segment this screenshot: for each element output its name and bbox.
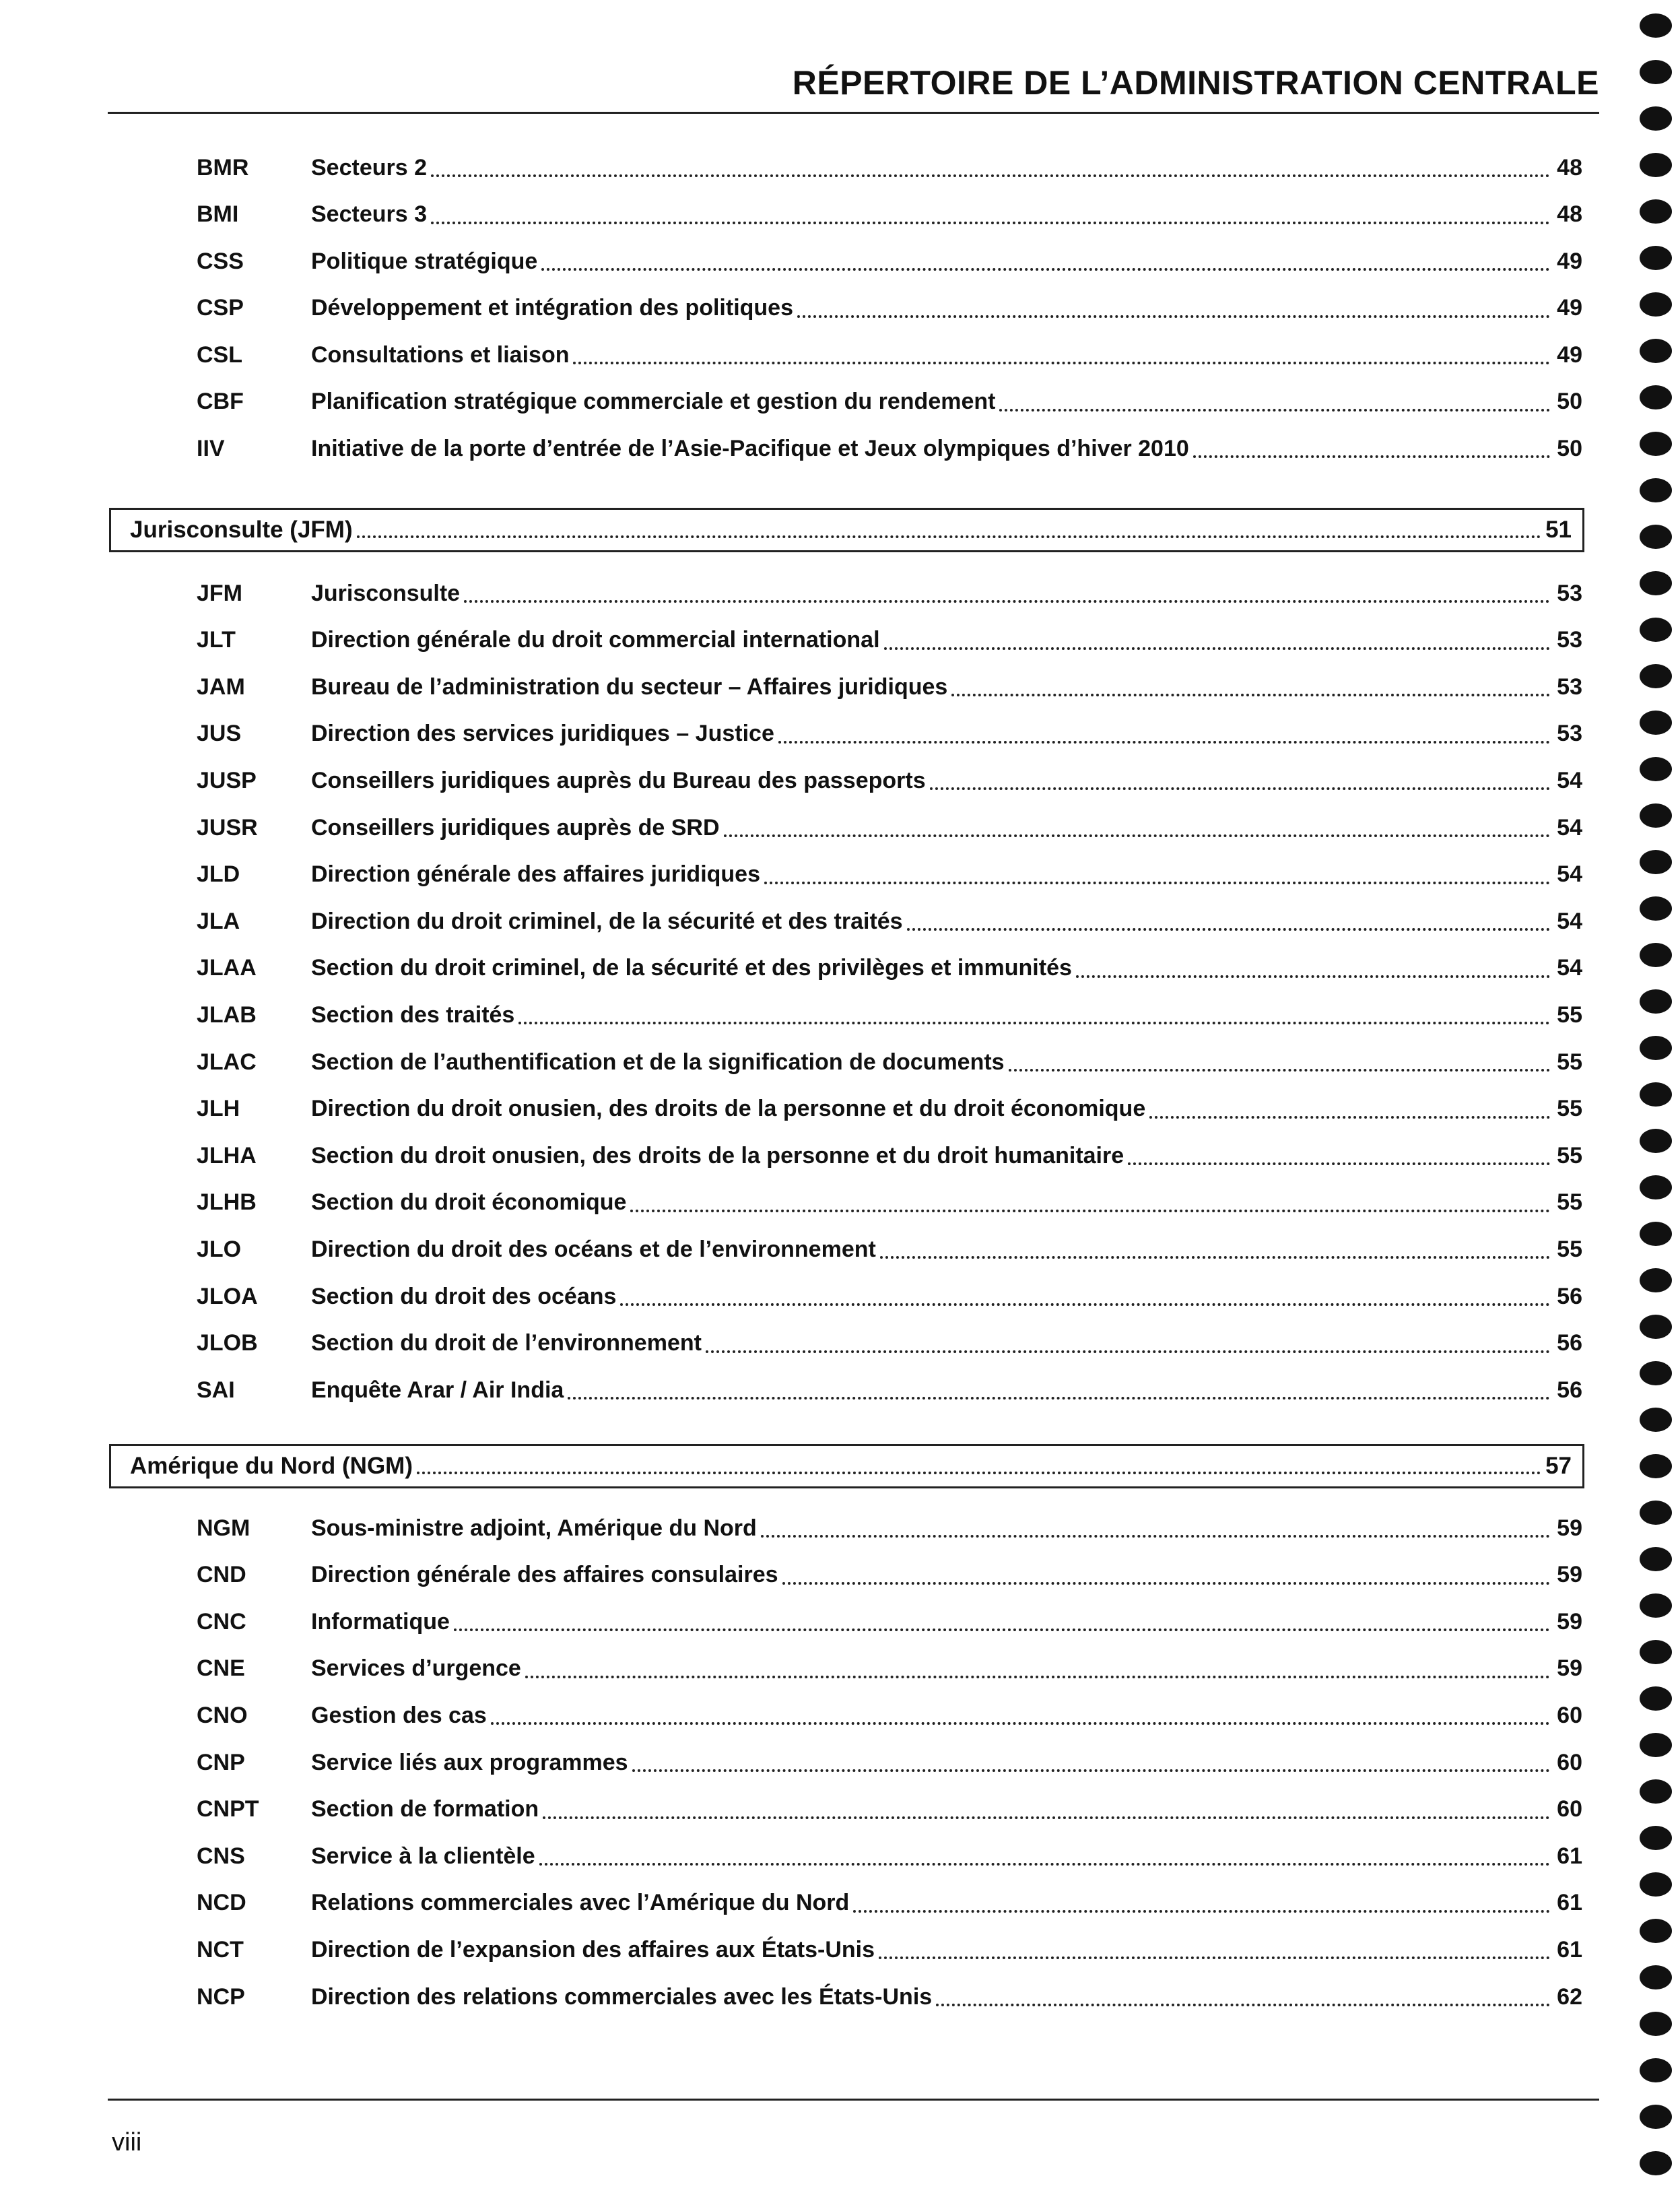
entry-code: SAI xyxy=(197,1377,235,1403)
dot-leader xyxy=(1193,455,1550,458)
binding-hole xyxy=(1640,711,1672,735)
entry-title: Enquête Arar / Air India xyxy=(311,1377,564,1403)
dot-leader xyxy=(630,1210,1550,1212)
entry-code: IIV xyxy=(197,435,225,461)
entry-page: 60 xyxy=(1557,1749,1582,1775)
entry-code: JUS xyxy=(197,721,242,747)
binding-hole xyxy=(1640,1268,1672,1292)
binding-hole xyxy=(1640,2012,1672,2036)
toc-entry[interactable] xyxy=(108,150,1582,186)
toc-entry[interactable] xyxy=(108,903,1582,940)
toc-entry[interactable] xyxy=(108,669,1582,705)
entry-title: Politique stratégique xyxy=(311,248,538,274)
binding-hole xyxy=(1640,1129,1672,1153)
page-number: viii xyxy=(112,2128,142,2157)
entry-title: Planification stratégique commerciale et gestion du rendement xyxy=(311,389,996,414)
binding-hole xyxy=(1640,13,1672,38)
dot-leader xyxy=(632,1769,1550,1772)
binding-hole xyxy=(1640,850,1672,874)
binding-hole xyxy=(1640,896,1672,921)
entry-title: Conseillers juridiques auprès de SRD xyxy=(311,814,720,841)
binding-hole xyxy=(1640,1315,1672,1339)
binding-hole xyxy=(1640,1686,1672,1711)
entry-title: Gestion des cas xyxy=(311,1702,487,1728)
section-title: Jurisconsulte (JFM) xyxy=(130,517,353,543)
entry-page: 49 xyxy=(1557,248,1582,274)
entry-code: JUSR xyxy=(197,814,258,841)
dot-leader xyxy=(568,1397,1550,1400)
dot-leader xyxy=(541,268,1550,271)
section-page: 51 xyxy=(1545,517,1572,543)
dot-leader xyxy=(431,222,1550,224)
toc-entry[interactable] xyxy=(108,1651,1582,1687)
toc-entry[interactable] xyxy=(108,290,1582,327)
entry-page: 54 xyxy=(1557,861,1582,888)
entry-page: 48 xyxy=(1557,201,1582,227)
toc-entry[interactable] xyxy=(108,1510,1582,1546)
entry-title: Direction générale des affaires consulaires xyxy=(311,1562,778,1588)
binding-hole xyxy=(1640,199,1672,224)
entry-title: Service à la clientèle xyxy=(311,1843,535,1869)
dot-leader xyxy=(1128,1162,1550,1165)
toc-entry[interactable] xyxy=(108,622,1582,659)
toc-entry[interactable] xyxy=(108,1278,1582,1315)
binding-hole xyxy=(1640,1408,1672,1432)
toc-entry[interactable] xyxy=(108,1557,1582,1593)
binding-hole xyxy=(1640,2058,1672,2082)
binding-hole xyxy=(1640,1779,1672,1804)
entry-page: 55 xyxy=(1557,1189,1582,1216)
binding-hole xyxy=(1640,1547,1672,1571)
dot-leader xyxy=(907,928,1550,931)
entry-title: Section du droit onusien, des droits de la personne et du droit humanitaire xyxy=(311,1142,1124,1169)
entry-page: 54 xyxy=(1557,955,1582,981)
entry-title: Secteurs 2 xyxy=(311,154,427,180)
dot-leader xyxy=(778,741,1550,744)
entry-title: Sous-ministre adjoint, Amérique du Nord xyxy=(311,1515,757,1541)
toc-entry[interactable] xyxy=(108,1044,1582,1080)
binding-hole xyxy=(1640,153,1672,177)
entry-page: 59 xyxy=(1557,1515,1582,1541)
toc-entry[interactable] xyxy=(108,1231,1582,1268)
entry-page: 54 xyxy=(1557,908,1582,934)
entry-page: 55 xyxy=(1557,1236,1582,1262)
entry-code: JLH xyxy=(197,1096,240,1122)
entry-page: 49 xyxy=(1557,341,1582,368)
binding-hole xyxy=(1640,1501,1672,1525)
binding-hole xyxy=(1640,2105,1672,2129)
binding-hole xyxy=(1640,943,1672,967)
section-heading-jurisconsulte[interactable] xyxy=(109,508,1584,552)
entry-code: CNS xyxy=(197,1843,245,1869)
entry-title: Direction du droit onusien, des droits de la personne et du droit économique xyxy=(311,1096,1146,1122)
entry-page: 49 xyxy=(1557,295,1582,321)
dot-leader xyxy=(853,1910,1550,1913)
toc-entry[interactable] xyxy=(108,762,1582,799)
entry-page: 60 xyxy=(1557,1702,1582,1728)
entry-title: Direction du droit criminel, de la sécurité et des traités xyxy=(311,908,903,934)
toc-entry[interactable] xyxy=(108,384,1582,420)
entry-page: 55 xyxy=(1557,1096,1582,1122)
binding-hole xyxy=(1640,246,1672,270)
binding-hole xyxy=(1640,60,1672,84)
binding-hole xyxy=(1640,1454,1672,1478)
entry-title: Direction des relations commerciales avec les États-Unis xyxy=(311,1983,933,2010)
entry-title: Section du droit de l’environnement xyxy=(311,1330,702,1356)
binding-hole xyxy=(1640,478,1672,502)
entry-page: 56 xyxy=(1557,1283,1582,1309)
toc-entry[interactable] xyxy=(108,1372,1582,1408)
page-title: RÉPERTOIRE DE L’ADMINISTRATION CENTRALE xyxy=(792,64,1599,102)
dot-leader xyxy=(761,1535,1550,1538)
toc-entry[interactable] xyxy=(108,1185,1582,1221)
toc-entry[interactable] xyxy=(108,1138,1582,1174)
entry-title: Bureau de l’administration du secteur – Affaires juridiques xyxy=(311,673,948,700)
entry-code: JLO xyxy=(197,1236,242,1262)
dot-leader xyxy=(884,647,1550,650)
entry-code: JUSP xyxy=(197,767,257,793)
entry-code: JLOA xyxy=(197,1283,258,1309)
entry-page: 54 xyxy=(1557,814,1582,841)
binding-hole xyxy=(1640,432,1672,456)
dot-leader xyxy=(951,694,1550,696)
toc-entry[interactable] xyxy=(108,1604,1582,1640)
entry-code: JFM xyxy=(197,580,242,606)
entry-title: Consultations et liaison xyxy=(311,341,570,368)
entry-title: Section des traités xyxy=(311,1001,515,1028)
toc-entry[interactable] xyxy=(108,337,1582,373)
entry-code: JLAC xyxy=(197,1049,257,1075)
dot-leader xyxy=(930,787,1550,790)
dot-leader xyxy=(999,409,1550,412)
entry-title: Section de formation xyxy=(311,1796,539,1822)
section-heading-amerique-du-nord[interactable] xyxy=(109,1444,1584,1488)
binding-hole xyxy=(1640,339,1672,363)
toc-entry[interactable] xyxy=(108,1744,1582,1781)
binding-hole xyxy=(1640,618,1672,642)
dot-leader xyxy=(620,1303,1550,1306)
section-page: 57 xyxy=(1545,1453,1572,1479)
entry-page: 55 xyxy=(1557,1001,1582,1028)
entry-code: CBF xyxy=(197,389,244,414)
dot-leader xyxy=(782,1582,1550,1585)
header-rule xyxy=(108,112,1599,114)
entry-page: 55 xyxy=(1557,1142,1582,1169)
dot-leader xyxy=(491,1722,1550,1725)
entry-code: JAM xyxy=(197,673,245,700)
entry-page: 56 xyxy=(1557,1377,1582,1403)
binding-hole xyxy=(1640,106,1672,131)
toc-entry[interactable] xyxy=(108,1838,1582,1874)
entry-code: CNP xyxy=(197,1749,245,1775)
toc-entry[interactable] xyxy=(108,997,1582,1033)
entry-page: 53 xyxy=(1557,580,1582,606)
entry-code: NCP xyxy=(197,1983,245,2010)
entry-page: 54 xyxy=(1557,767,1582,793)
binding-hole xyxy=(1640,1640,1672,1664)
entry-code: JLHB xyxy=(197,1189,257,1216)
entry-code: CNC xyxy=(197,1608,246,1635)
entry-title: Direction du droit des océans et de l’environnement xyxy=(311,1236,876,1262)
entry-title: Direction générale du droit commercial international xyxy=(311,627,880,653)
footer-rule xyxy=(108,2099,1599,2101)
dot-leader xyxy=(724,834,1550,837)
dot-leader xyxy=(454,1628,1550,1631)
binding-hole xyxy=(1640,757,1672,781)
toc-entry[interactable] xyxy=(108,197,1582,233)
dot-leader xyxy=(1076,975,1550,978)
entry-title: Initiative de la porte d’entrée de l’Asie-Pacifique et Jeux olympiques d’hiver 2010 xyxy=(311,435,1189,461)
dot-leader xyxy=(417,1472,1541,1474)
binding-hole xyxy=(1640,1175,1672,1199)
entry-code: JLAB xyxy=(197,1001,257,1028)
binding-hole xyxy=(1640,1826,1672,1850)
entry-title: Section de l’authentification et de la signification de documents xyxy=(311,1049,1005,1075)
dot-leader xyxy=(1149,1116,1550,1119)
dot-leader xyxy=(464,600,1550,603)
entry-code: NGM xyxy=(197,1515,250,1541)
binding-hole xyxy=(1640,1872,1672,1897)
binding-hole xyxy=(1640,1361,1672,1385)
toc-entry[interactable] xyxy=(108,857,1582,893)
toc-entry[interactable] xyxy=(108,810,1582,846)
binding-hole xyxy=(1640,2151,1672,2175)
entry-title: Conseillers juridiques auprès du Bureau des passeports xyxy=(311,767,926,793)
entry-title: Jurisconsulte xyxy=(311,580,461,606)
entry-title: Secteurs 3 xyxy=(311,201,427,227)
dot-leader xyxy=(797,315,1550,318)
entry-page: 48 xyxy=(1557,154,1582,180)
entry-code: JLT xyxy=(197,627,236,653)
entry-code: BMI xyxy=(197,201,239,227)
toc-entry[interactable] xyxy=(108,950,1582,987)
binding-hole xyxy=(1640,1919,1672,1943)
entry-title: Section du droit économique xyxy=(311,1189,627,1216)
entry-title: Développement et intégration des politiques xyxy=(311,295,793,321)
entry-page: 62 xyxy=(1557,1983,1582,2010)
entry-page: 61 xyxy=(1557,1843,1582,1869)
dot-leader xyxy=(525,1676,1550,1678)
entry-code: CND xyxy=(197,1562,246,1588)
binding-hole xyxy=(1640,1222,1672,1246)
dot-leader xyxy=(764,882,1550,884)
section-title: Amérique du Nord (NGM) xyxy=(130,1453,413,1479)
binding-hole xyxy=(1640,664,1672,688)
entry-page: 53 xyxy=(1557,721,1582,747)
binding-hole xyxy=(1640,1036,1672,1060)
entry-title: Direction de l’expansion des affaires aux États-Unis xyxy=(311,1936,875,1963)
entry-title: Section du droit criminel, de la sécurité et des privilèges et immunités xyxy=(311,955,1072,981)
toc-entry[interactable] xyxy=(108,575,1582,612)
dot-leader xyxy=(431,174,1550,177)
binding-hole xyxy=(1640,292,1672,317)
dot-leader xyxy=(518,1022,1550,1024)
binding-hole xyxy=(1640,1082,1672,1107)
entry-title: Direction générale des affaires juridiques xyxy=(311,861,761,888)
dot-leader xyxy=(880,1256,1550,1259)
binding-hole xyxy=(1640,803,1672,828)
entry-code: NCD xyxy=(197,1890,246,1916)
dot-leader xyxy=(936,2004,1550,2006)
dot-leader xyxy=(1009,1069,1550,1072)
entry-code: JLAA xyxy=(197,955,257,981)
entry-page: 60 xyxy=(1557,1796,1582,1822)
entry-page: 61 xyxy=(1557,1936,1582,1963)
entry-page: 53 xyxy=(1557,627,1582,653)
binding-holes xyxy=(1640,13,1675,2196)
entry-title: Relations commerciales avec l’Amérique du Nord xyxy=(311,1890,850,1916)
entry-page: 61 xyxy=(1557,1890,1582,1916)
entry-code: JLOB xyxy=(197,1330,258,1356)
entry-code: CSP xyxy=(197,295,244,321)
dot-leader xyxy=(573,362,1550,364)
entry-code: CNO xyxy=(197,1702,248,1728)
entry-title: Services d’urgence xyxy=(311,1655,521,1682)
binding-hole xyxy=(1640,525,1672,549)
entry-title: Service liés aux programmes xyxy=(311,1749,628,1775)
entry-page: 56 xyxy=(1557,1330,1582,1356)
dot-leader xyxy=(706,1350,1550,1353)
entry-code: JLD xyxy=(197,861,240,888)
dot-leader xyxy=(543,1816,1550,1819)
dot-leader xyxy=(539,1863,1550,1866)
entry-page: 50 xyxy=(1557,435,1582,461)
entry-title: Direction des services juridiques – Justice xyxy=(311,721,774,747)
toc-entry[interactable] xyxy=(108,1932,1582,1968)
toc-entry[interactable] xyxy=(108,243,1582,279)
binding-hole xyxy=(1640,571,1672,595)
entry-code: BMR xyxy=(197,154,249,180)
entry-page: 50 xyxy=(1557,389,1582,414)
binding-hole xyxy=(1640,1593,1672,1618)
binding-hole xyxy=(1640,1965,1672,1989)
entry-page: 53 xyxy=(1557,673,1582,700)
entry-page: 59 xyxy=(1557,1655,1582,1682)
entry-code: CNE xyxy=(197,1655,245,1682)
toc-entry[interactable] xyxy=(108,1325,1582,1362)
toc-entry[interactable] xyxy=(108,716,1582,752)
binding-hole xyxy=(1640,1733,1672,1757)
entry-code: CNPT xyxy=(197,1796,259,1822)
entry-code: JLHA xyxy=(197,1142,257,1169)
toc-entry[interactable] xyxy=(108,1979,1582,2015)
entry-title: Section du droit des océans xyxy=(311,1283,617,1309)
entry-code: NCT xyxy=(197,1936,244,1963)
toc-entry[interactable] xyxy=(108,1885,1582,1921)
dot-leader xyxy=(357,535,1541,538)
entry-page: 59 xyxy=(1557,1562,1582,1588)
toc-entry[interactable] xyxy=(108,430,1582,467)
entry-code: CSL xyxy=(197,341,242,368)
binding-hole xyxy=(1640,989,1672,1014)
binding-hole xyxy=(1640,385,1672,409)
toc-entry[interactable] xyxy=(108,1791,1582,1828)
entry-page: 55 xyxy=(1557,1049,1582,1075)
entry-page: 59 xyxy=(1557,1608,1582,1635)
entry-title: Informatique xyxy=(311,1608,450,1635)
entry-code: JLA xyxy=(197,908,240,934)
toc-entry[interactable] xyxy=(108,1091,1582,1127)
dot-leader xyxy=(879,1956,1550,1959)
entry-code: CSS xyxy=(197,248,244,274)
toc-entry[interactable] xyxy=(108,1697,1582,1734)
